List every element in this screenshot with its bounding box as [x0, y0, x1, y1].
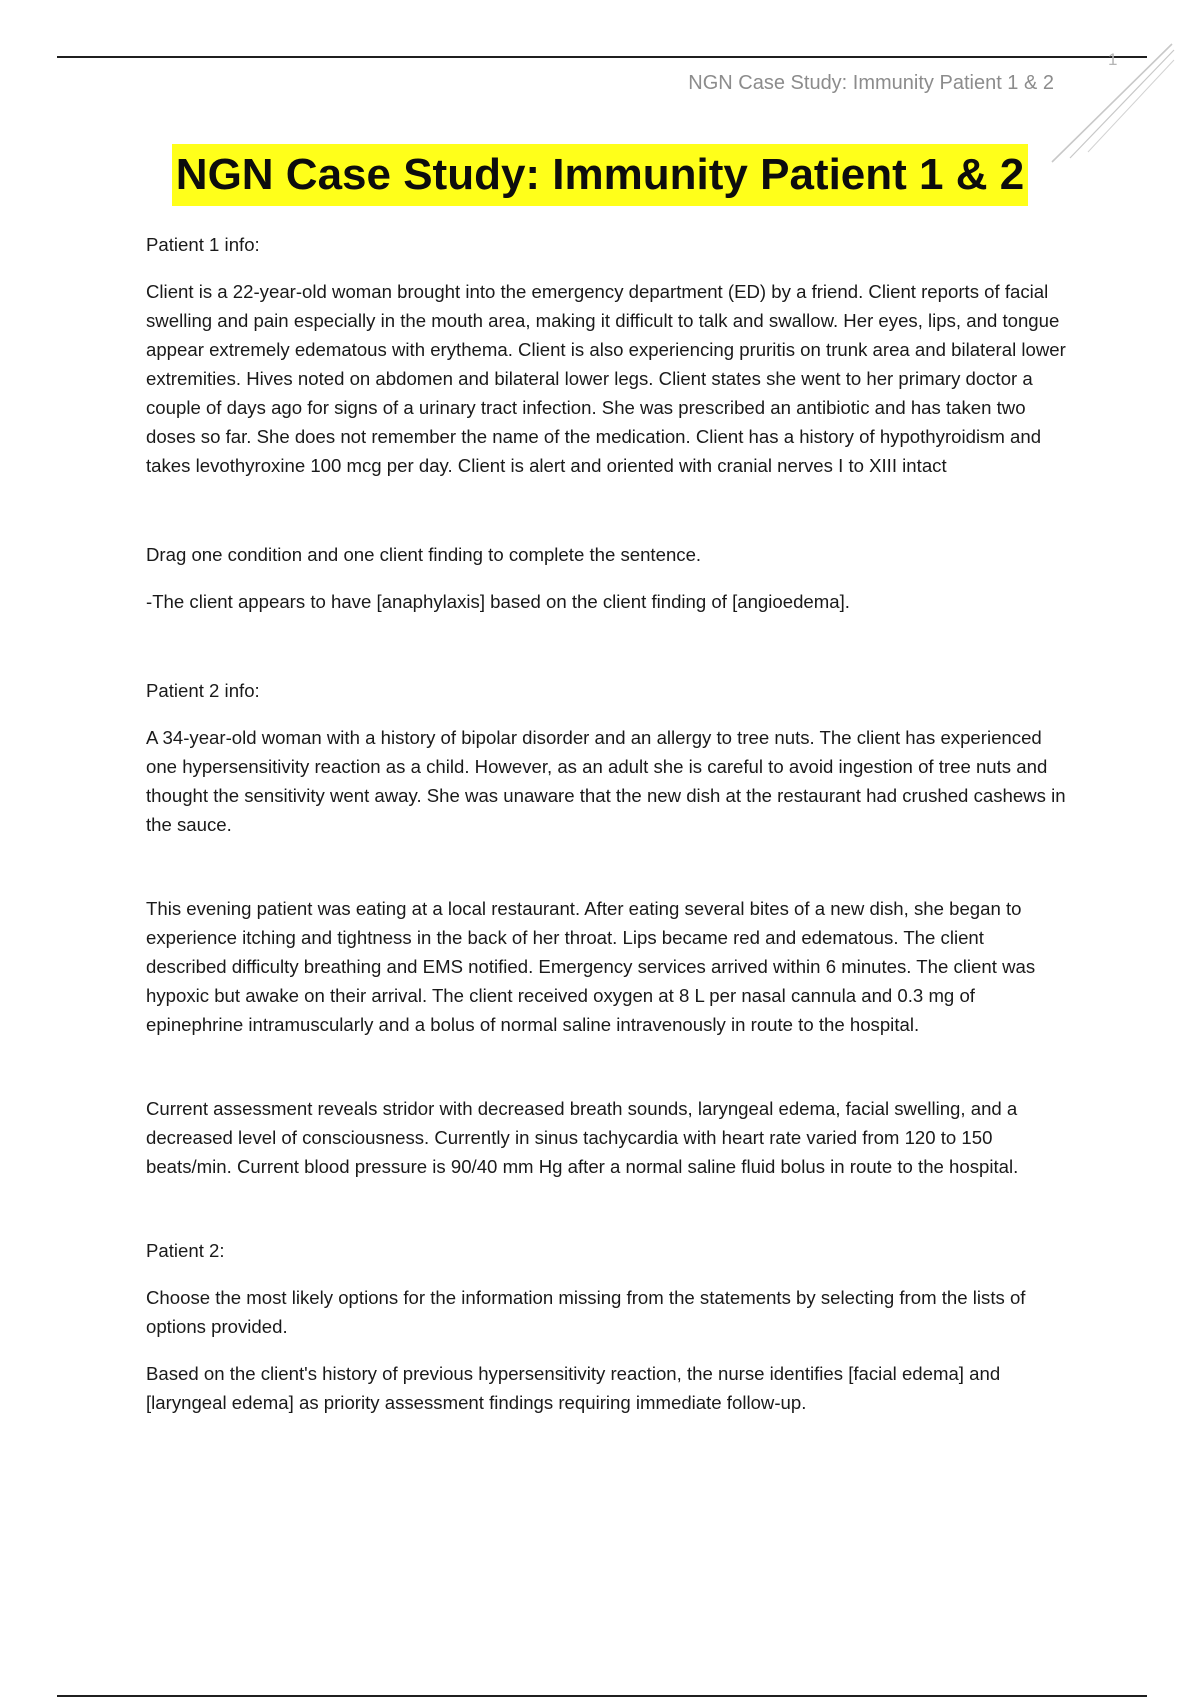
document-title: NGN Case Study: Immunity Patient 1 & 2 [172, 144, 1028, 206]
patient-2-heading: Patient 2 info: [146, 680, 260, 701]
patient-1-description: Client is a 22-year-old woman brought into the emergency department (ED) by a friend. Client reports of facial swelling and pain especially in the mouth area, making it difficult to talk and swallow. Her eyes, lips, and tongue appear extremely edematous with erythema. Client is also experiencing pruritis on trunk area and bilateral lower extremities. Hives noted on abdomen and bilateral lower legs. Client states she went to her primary doctor a couple of days ago for signs of a urinary tract infection. She was prescribed an antibiotic and has taken two doses so far. She does not remember the name of the medication. Client has a history of hypothyroidism and takes levothyroxine 100 mcg per day. Client is alert and oriented with cranial nerves I to XIII intact [146, 281, 1066, 476]
running-header: NGN Case Study: Immunity Patient 1 & 2 [688, 72, 1054, 94]
choose-answer: Based on the client's history of previous hypersensitivity reaction, the nurse identifies [facial edema] and [laryngeal edema] as priority assessment findings requiring immediate follow-up. [146, 1363, 1001, 1413]
choose-instruction: Choose the most likely options for the information missing from the statements by selecting from the lists of options provided. [146, 1287, 1026, 1337]
footer-rule [57, 1695, 1147, 1697]
patient-1-heading: Patient 1 info: [146, 234, 260, 255]
drag-instruction: Drag one condition and one client finding to complete the sentence. [146, 544, 702, 565]
patient-2-question-heading: Patient 2: [146, 1240, 225, 1261]
patient-2-event: This evening patient was eating at a local restaurant. After eating several bites of a new dish, she began to experience itching and tightness in the back of her throat. Lips became red and edematous. The client described difficulty breathing and EMS notified. Emergency services arrived within 6 minutes. The client was hypoxic but awake on their arrival. The client received oxygen at 8 L per nasal cannula and 0.3 mg of epinephrine intramuscularly and a bolus of normal saline intravenously in route to the hospital. [146, 898, 1036, 1035]
title-container [0, 144, 1200, 206]
header-rule [57, 56, 1147, 58]
page-number: 1 [1108, 50, 1118, 69]
document-body [146, 230, 1066, 1417]
patient-2-history: A 34-year-old woman with a history of bipolar disorder and an allergy to tree nuts. The client has experienced one hypersensitivity reaction as a child. However, as an adult she is careful to avoid ingestion of tree nuts and thought the sensitivity went away. She was unaware that the new dish at the restaurant had crushed cashews in the sauce. [146, 727, 1066, 835]
patient-2-assessment: Current assessment reveals stridor with decreased breath sounds, laryngeal edema, facial swelling, and a decreased level of consciousness. Currently in sinus tachycardia with heart rate varied from 120 to 150 beats/min. Current blood pressure is 90/40 mm Hg after a normal saline fluid bolus in route to the hospital. [146, 1098, 1019, 1177]
drag-answer: -The client appears to have [anaphylaxis] based on the client finding of [angioedema]. [146, 591, 850, 612]
